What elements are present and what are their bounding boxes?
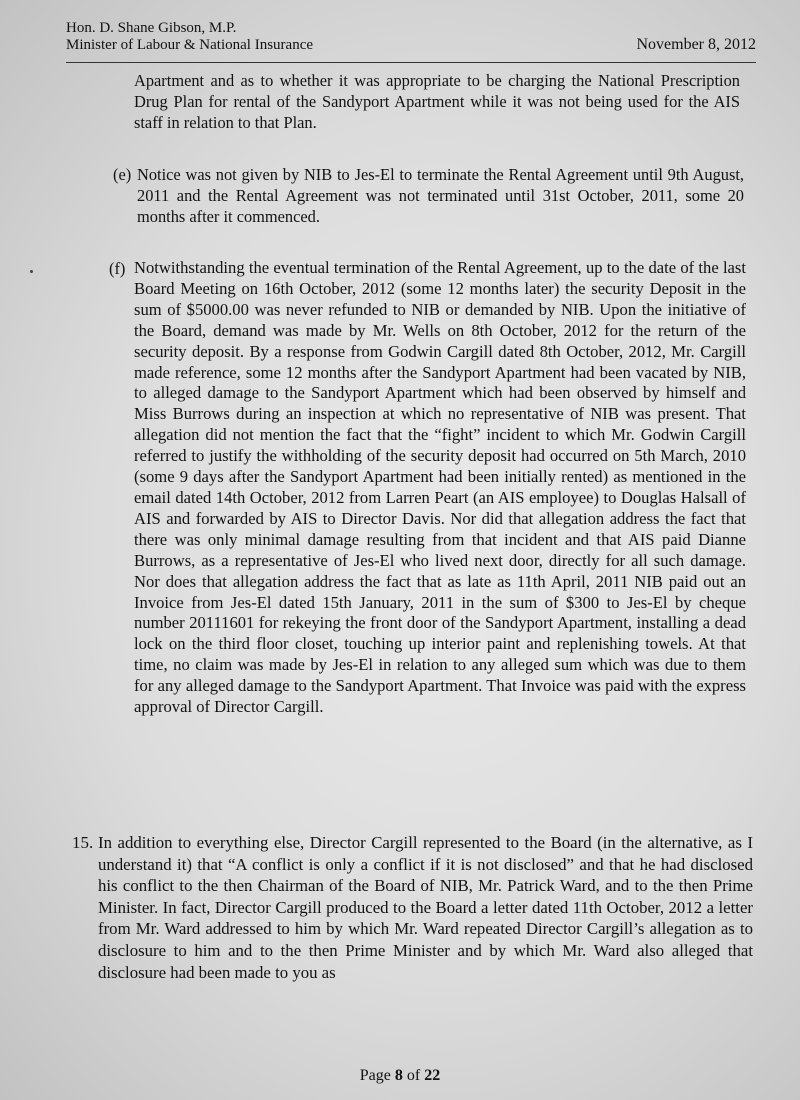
author-name: Hon. D. Shane Gibson, M.P. xyxy=(66,20,237,36)
paragraph-f-text: Notwithstanding the eventual termination of the Rental Agreement, up to the date of the last Board Meeting on 16th October, 2012 (some 12 months later) the security Deposit in the sum of $5000.00 was never refunded to NIB or demanded by NIB. Upon the initiative of the Board, demand was made by Mr. Wells on 8th October, 2012 for the return of the security deposit. By a response from Godwin Cargill dated 8th October, 2012, Mr. Cargill made reference, some 12 months after the Sandyport Apartment had been vacated by NIB, to alleged damage to the Sandyport Apartment which had been observed by himself and Miss Burrows during an inspection at which no representative of NIB was present. That allegation did not mention the fact that the “fight” incident to which Mr. Godwin Cargill referred to justify the withholding of the security deposit had occurred on 5th March, 2010 (some 9 days after the Sandyport Apartment had been initially rented) as mentioned in the email dated 14th October, 2012 from Larren Peart (an AIS employee) to Douglas Halsall of AIS and forwarded by AIS to Director Davis. Nor did that allegation address the fact that there was only minimal damage resulting from that incident and that AIS paid Dianne Burrows, as a representative of Jes-El who lived next door, directly for all such damage. Nor does that allegation address the fact that as late as 11th April, 2011 NIB paid out an Invoice from Jes-El dated 15th January, 2011 in the sum of $300 to Jes-El by cheque number 20111601 for rekeying the front door of the Sandyport Apartment, installing a dead lock on the third floor closet, touching up interior paint and replenishing towels. At that time, no claim was made by Jes-El in relation to any alleged sum which was due to them for any alleged damage to the Sandyport Apartment. That Invoice was paid with the express approval of Director Cargill. xyxy=(134,258,746,717)
page-word: Page xyxy=(359,1067,391,1084)
paragraph-15-text: In addition to everything else, Director Cargill represented to the Board (in the alternative, as I understand it) that “A conflict is only a conflict if it is not disclosed” and that he had disclosed his conflict to the then Chairman of the Board of NIB, Mr. Patrick Ward, and to the then Prime Minister. In fact, Director Cargill produced to the Board a letter dated 11th October, 2012 a letter from Mr. Ward addressed to him by which Mr. Ward repeated Director Cargill’s allegation as to disclosure to him and to the then Prime Minister and by which Mr. Ward also alleged that disclosure had been made to you as xyxy=(98,833,753,982)
paragraph-15 xyxy=(98,832,753,983)
page-current: 8 xyxy=(394,1067,403,1084)
paragraph-d-text: Apartment and as to whether it was appropriate to be charging the National Prescription Drug Plan for rental of the Sandyport Apartment while it was not being used for the AIS staff in relation to that Plan. xyxy=(134,71,740,133)
page-of: of xyxy=(406,1067,421,1084)
paragraph-f xyxy=(134,258,746,718)
header-rule xyxy=(66,62,756,63)
paragraph-e xyxy=(137,164,744,227)
paragraph-e-text: Notice was not given by NIB to Jes-El to terminate the Rental Agreement until 9th August, 2011 and the Rental Agreement was not terminated until 31st October, 2011, some 20 months after it commenced. xyxy=(137,165,744,227)
scan-speck xyxy=(30,270,33,273)
letter-date: November 8, 2012 xyxy=(636,36,756,53)
item-15-label: 15. xyxy=(72,833,94,852)
author-title: Minister of Labour & National Insurance xyxy=(66,37,314,53)
page-footer xyxy=(0,1067,800,1085)
paragraph-d-continued xyxy=(134,70,740,133)
page-total: 22 xyxy=(424,1067,441,1084)
item-e-label: (e) xyxy=(113,165,132,184)
author-block xyxy=(66,20,313,54)
item-f-label: (f) xyxy=(109,259,126,278)
